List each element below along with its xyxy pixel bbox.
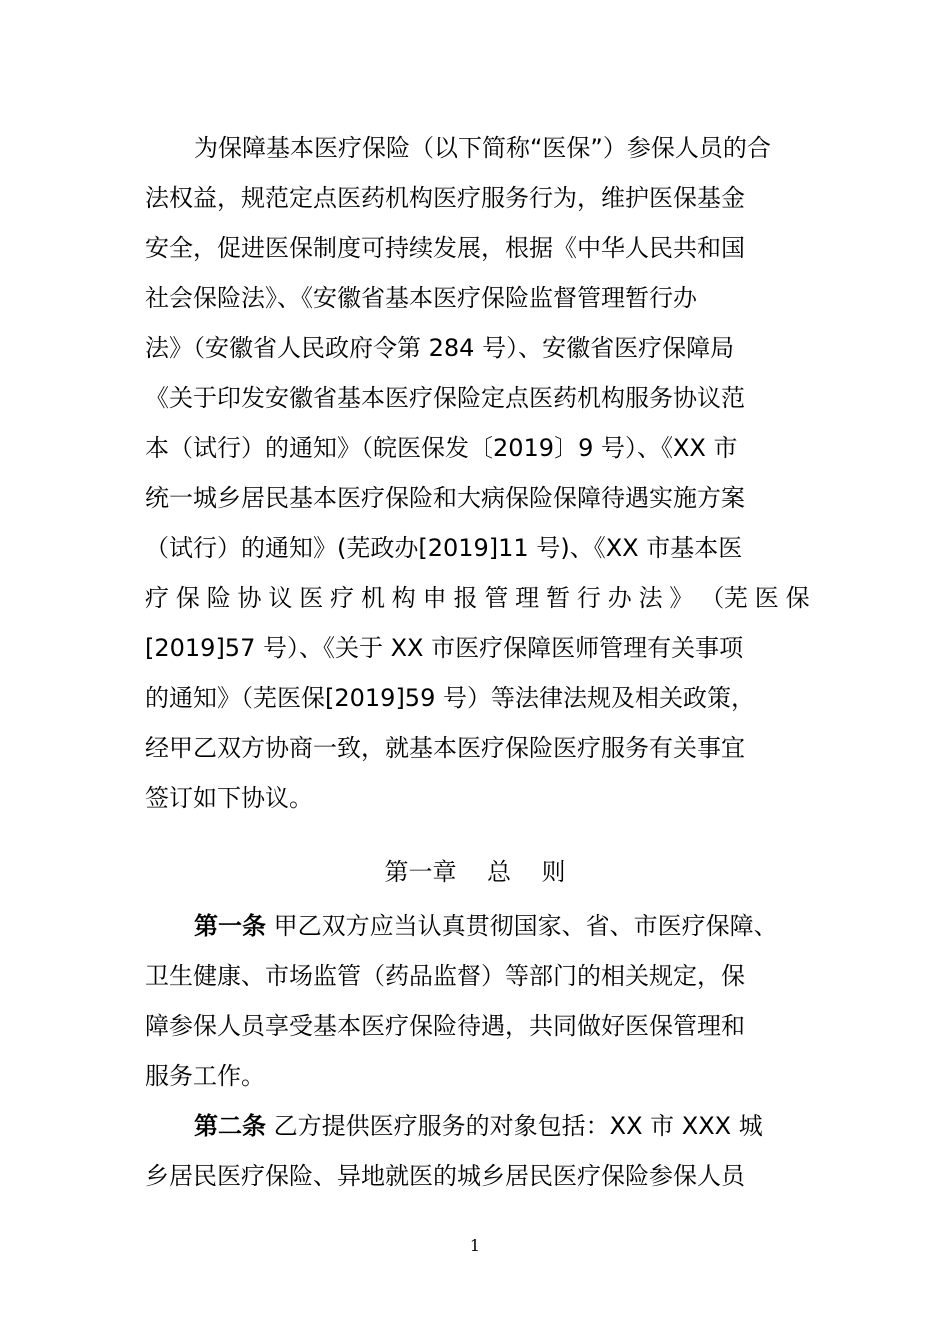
preamble-line-12: 的通知》（芜医保[2019]59 号）等法律法规及相关政策，: [145, 684, 755, 712]
chapter-title: 第一章 总 则: [384, 858, 566, 886]
article-1-line-2: 卫生健康、市场监管（药品监督）等部门的相关规定，保: [145, 962, 745, 990]
preamble-line-4: 社会保险法》、《安徽省基本医疗保险监督管理暂行办: [145, 284, 697, 312]
preamble-line-2: 法权益，规范定点医药机构医疗服务行为，维护医保基金: [145, 184, 745, 212]
article-1-line-1: [194, 911, 810, 941]
preamble-line-10: 疗 保 险 协 议 医 疗 机 构 申 报 管 理 暂 行 办 法 》 （芜 医 保: [145, 584, 810, 612]
preamble-line-6: 《关于印发安徽省基本医疗保险定点医药机构服务协议范: [145, 384, 745, 412]
preamble-line-5: 法》（安徽省人民政府令第 284 号）、安徽省医疗保障局: [145, 334, 735, 362]
article-2-label: 第二条: [194, 1112, 266, 1140]
article-1-label: 第一条: [194, 912, 266, 940]
preamble-line-14: 签订如下协议。: [145, 784, 313, 812]
article-1-line-3: 障参保人员享受基本医疗保险待遇，共同做好医保管理和: [145, 1012, 745, 1040]
preamble-line-3: 安全，促进医保制度可持续发展，根据《中华人民共和国: [145, 234, 745, 262]
page-number: 1: [469, 1236, 481, 1255]
preamble-line-8: 统一城乡居民基本医疗保险和大病保险保障待遇实施方案: [145, 484, 745, 512]
preamble-line-9: （试行）的通知》(芜政办[2019]11 号)、《XX 市基本医: [145, 534, 743, 562]
article-1-text: 甲乙双方应当认真贯彻国家、省、市医疗保障、: [266, 912, 778, 940]
article-2-text: 乙方提供医疗服务的对象包括：XX 市 XXX 城: [266, 1112, 763, 1140]
article-2-line-1: [194, 1111, 810, 1141]
preamble-line-11: [2019]57 号）、《关于 XX 市医疗保障医师管理有关事项: [145, 634, 744, 662]
article-1-line-4: 服务工作。: [145, 1062, 265, 1090]
article-2-line-2: 乡居民医疗保险、异地就医的城乡居民医疗保险参保人员: [145, 1162, 745, 1190]
preamble-line-13: 经甲乙双方协商一致，就基本医疗保险医疗服务有关事宜: [145, 734, 745, 762]
preamble-line-7: 本（试行）的通知》（皖医保发〔2019〕9 号）、《XX 市: [145, 434, 738, 462]
preamble-line-1: 为保障基本医疗保险（以下简称“医保”）参保人员的合: [194, 134, 771, 162]
